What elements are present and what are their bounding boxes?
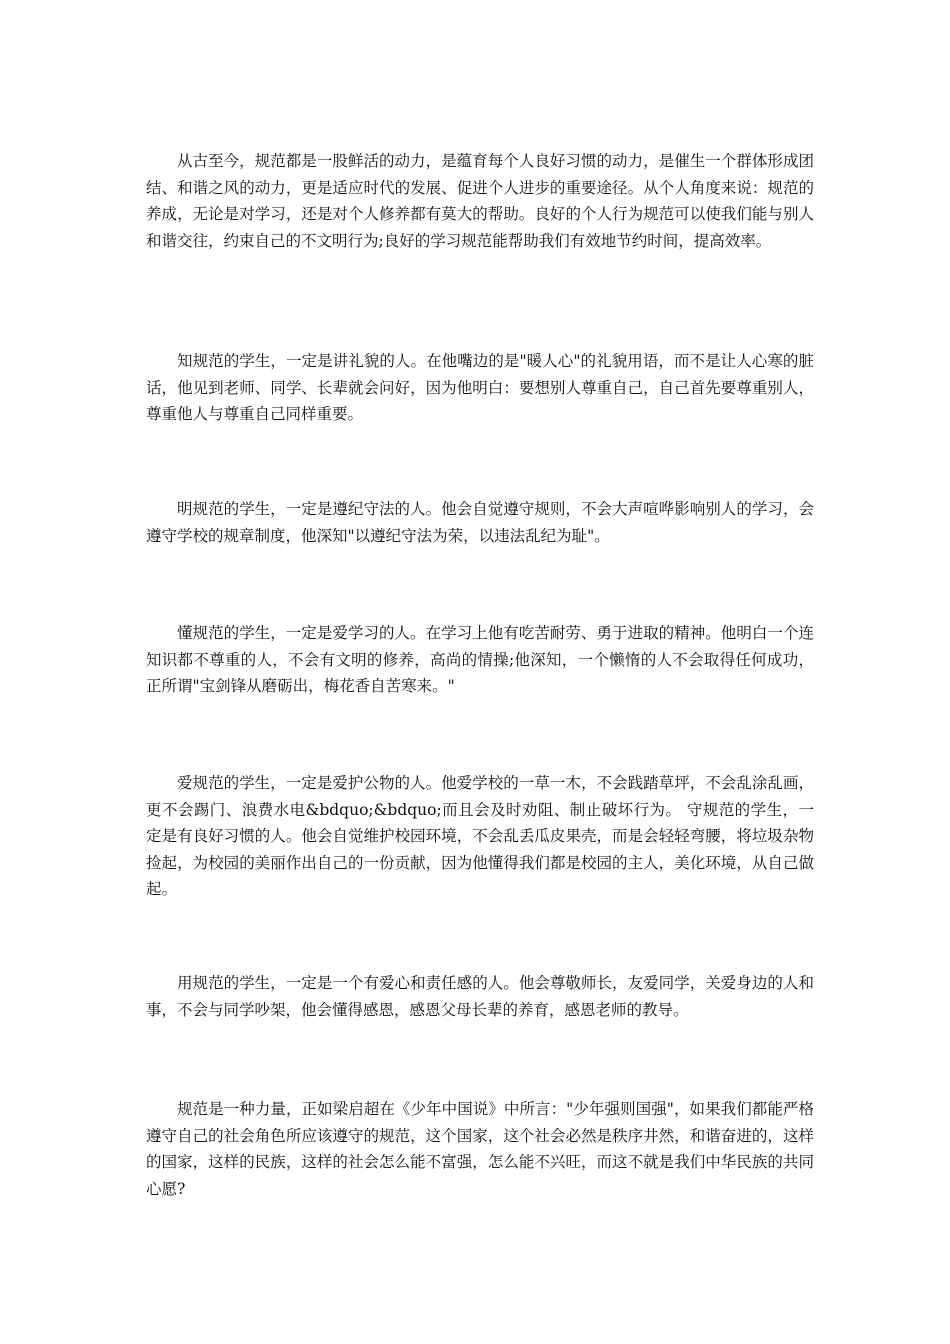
paragraph-love-learning: 懂规范的学生，一定是爱学习的人。在学习上他有吃苦耐劳、勇于进取的精神。他明白一个连知识都不尊重的人，不会有文明的修养，高尚的情操;他深知，一个懒惰的人不会取得任何成功，正所谓"宝剑锋从磨砺出，梅花香自苦寒来。": [146, 624, 814, 695]
paragraph-conclusion: 规范是一种力量，正如梁启超在《少年中国说》中所言："少年强则国强"，如果我们都能严格遵守自己的社会角色所应该遵守的规范，这个国家，这个社会必然是秩序井然，和谐奋进的，这样的国家，这样的民族，这样的社会怎么能不富强，怎么能不兴旺，而这不就是我们中华民族的共同心愿?: [146, 1100, 814, 1198]
paragraph-courtesy: 知规范的学生，一定是讲礼貌的人。在他嘴边的是"暖人心"的礼貌用语，而不是让人心寒的脏话，他见到老师、同学、长辈就会问好，因为他明白：要想别人尊重自己，自己首先要尊重别人，尊重他人与尊重自己同样重要。: [146, 352, 814, 423]
paragraph-law-abiding: 明规范的学生，一定是遵纪守法的人。他会自觉遵守规则，不会大声喧哗影响别人的学习，会遵守学校的规章制度，他深知"以遵纪守法为荣，以违法乱纪为耻"。: [146, 500, 814, 545]
paragraph-intro: 从古至今，规范都是一股鲜活的动力，是蕴育每个人良好习惯的动力，是催生一个群体形成团结、和谐之风的动力，更是适应时代的发展、促进个人进步的重要途径。从个人角度来说：规范的养成，无论是对学习，还是对个人修养都有莫大的帮助。良好的个人行为规范可以使我们能与别人和谐交往，约束自己的不文明行为;良好的学习规范能帮助我们有效地节约时间，提高效率。: [146, 152, 814, 250]
paragraph-public-property: 爱规范的学生，一定是爱护公物的人。他爱学校的一草一木，不会践踏草坪，不会乱涂乱画，更不会踢门、浪费水电&bdquo;&bdquo;而且会及时劝阻、制止破坏行为。 守规范的学生，一定是有良好习惯的人。他会自觉维护校园环境，不会乱丢瓜皮果壳，而是会轻轻弯腰，将垃圾杂物捡起，为校园的美丽作出自己的一份贡献，因为他懂得我们都是校园的主人，美化环境，从自己做起。: [146, 774, 814, 898]
paragraph-responsibility: 用规范的学生，一定是一个有爱心和责任感的人。他会尊敬师长，友爱同学，关爱身边的人和事，不会与同学吵架，他会懂得感恩，感恩父母长辈的养育，感恩老师的教导。: [146, 974, 814, 1019]
